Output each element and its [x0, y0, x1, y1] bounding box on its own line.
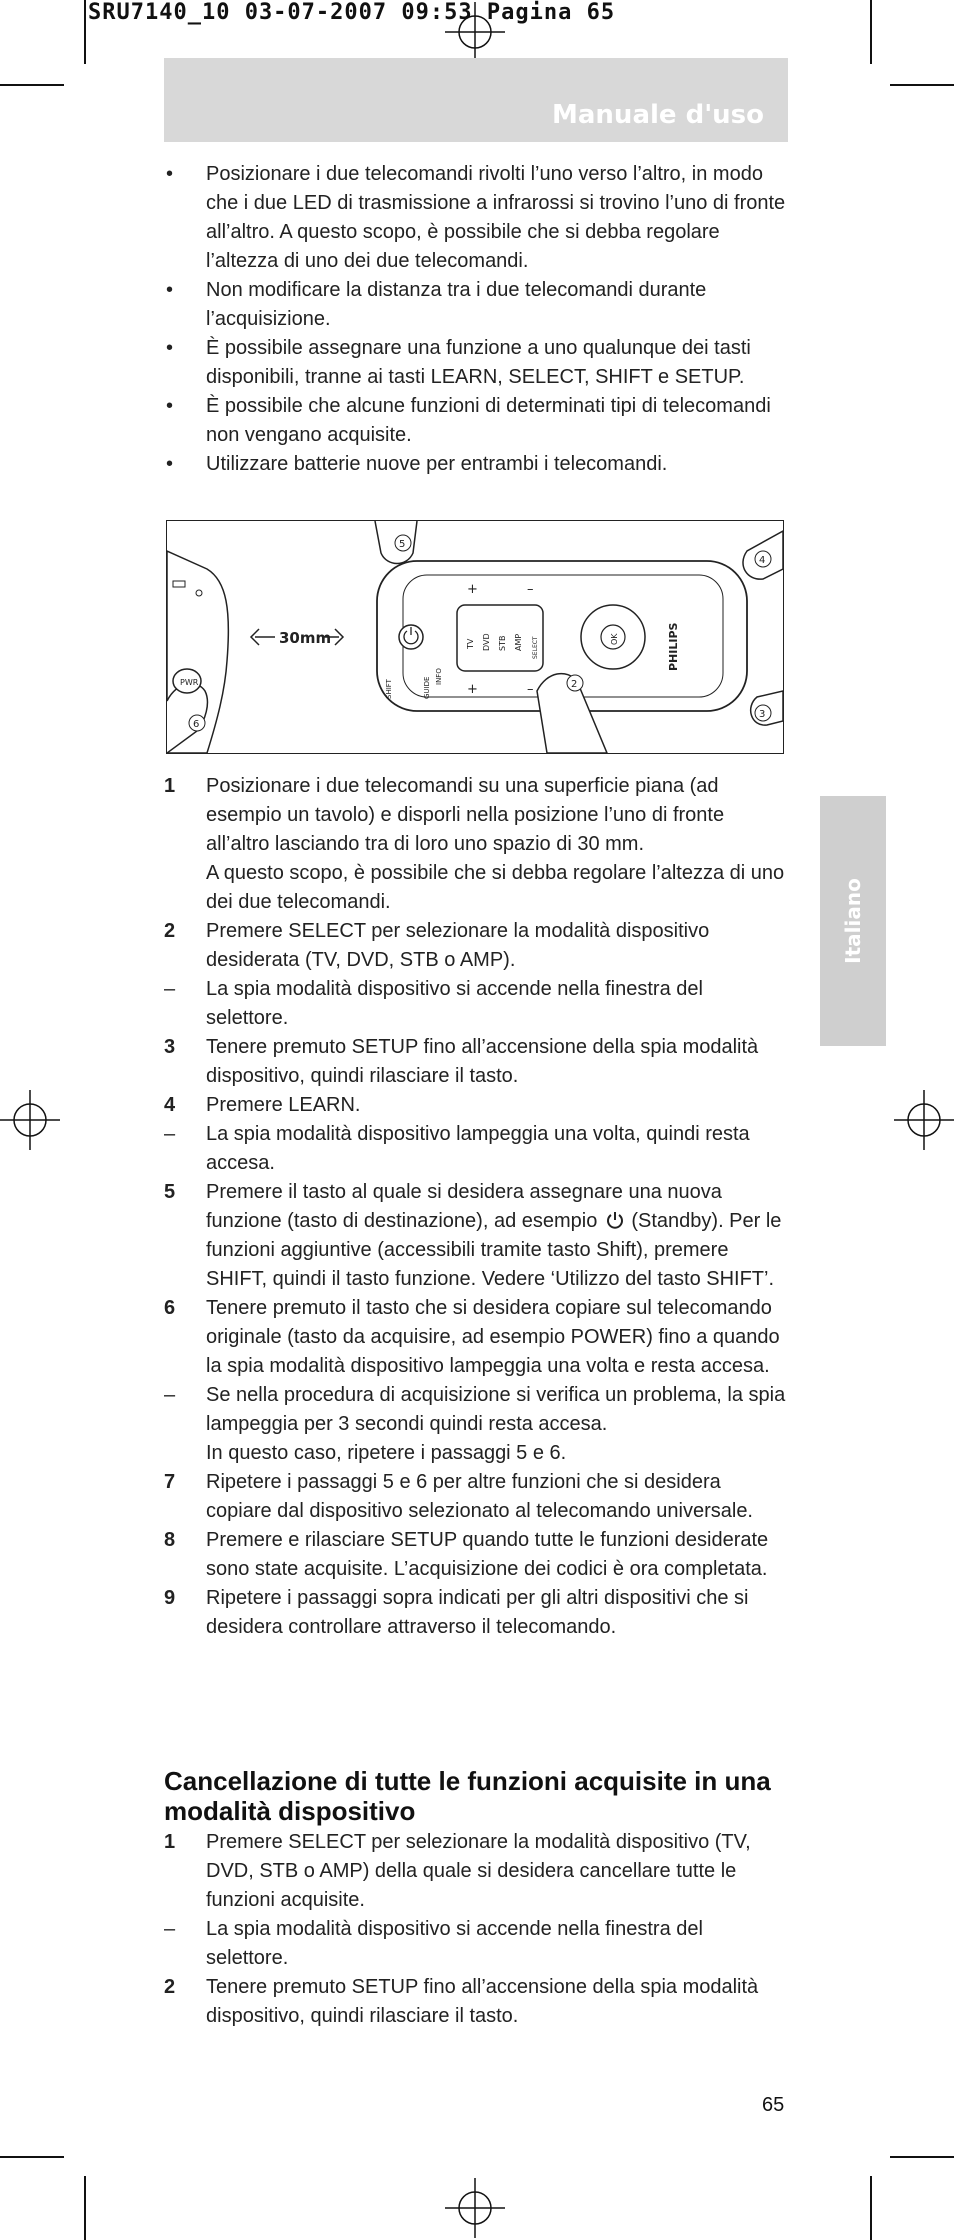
- svg-text:STB: STB: [498, 635, 507, 651]
- svg-text:INFO: INFO: [435, 668, 443, 685]
- callout-5: [395, 535, 411, 551]
- remote-learning-illustration: [166, 520, 784, 754]
- svg-text:+: +: [467, 582, 478, 597]
- svg-text:TV: TV: [466, 638, 475, 649]
- callout-4: [755, 551, 771, 567]
- svg-text:OK: OK: [610, 633, 619, 645]
- step-item: 6 Tenere premuto il tasto che si desidera copiare sul telecomando originale (tasto da acquisire, ad esempio POWER) fino a quando la spia modalità dispositivo lampeggia una volta e resta accesa.: [164, 1297, 780, 1377]
- callout-2: [567, 675, 583, 691]
- step-item: 8 Premere e rilasciare SETUP quando tutte le funzioni desiderate sono state acquisite. L’acquisizione dei codici è ora completata.: [164, 1529, 769, 1580]
- crop-mark: [890, 2156, 954, 2158]
- svg-text:SELECT: SELECT: [532, 636, 539, 659]
- language-tab-label: Italiano: [841, 878, 865, 964]
- crop-mark: [890, 84, 954, 86]
- step-item: 2 Tenere premuto SETUP fino all’accensione della spia modalità dispositivo, quindi rilasciare il tasto.: [164, 1976, 759, 2027]
- note-item: • È possibile assegnare una funzione a uno qualunque dei tasti disponibili, tranne ai tasti LEARN, SELECT, SHIFT e SETUP.: [164, 334, 790, 392]
- remote-illustration-svg: [167, 521, 783, 753]
- step-item: 4 Premere LEARN.: [164, 1094, 361, 1116]
- step-item: In questo caso, ripetere i passaggi 5 e 6.: [206, 1442, 567, 1464]
- clear-steps: [164, 1828, 790, 2031]
- step-item: 7 Ripetere i passaggi 5 e 6 per altre funzioni che si desidera copiare dal dispositivo selezionato al telecomando universale.: [164, 1471, 753, 1522]
- registration-mark-icon: [0, 1090, 60, 1150]
- note-item: • Posizionare i due telecomandi rivolti l’uno verso l’altro, in modo che i due LED di trasmissione a infrarossi si trovino l’uno di fronte all’altro. A questo scopo, è possibile che si debba regolare l’altezza di uno dei due telecomandi.: [164, 160, 790, 276]
- step-item: 3 Tenere premuto SETUP fino all’accensione della spia modalità dispositivo, quindi rilasciare il tasto.: [164, 1036, 759, 1087]
- step-item: 1 Posizionare i due telecomandi su una superficie piana (ad esempio un tavolo) e disporli nella posizione l’uno di fronte all’altro lasciando tra di loro uno spazio di 30 mm.: [164, 775, 725, 855]
- step-item: 5 Premere il tasto al quale si desidera assegnare una nuova funzione (tasto di destinazione), ad esempio (Standby). Per le funzioni aggiuntive (accessibili tramite tasto Shift), premere SHIFT, quindi il tasto funzione. Vedere ‘Utilizzo del tasto SHIFT’.: [164, 1181, 782, 1290]
- callout-3: [755, 705, 771, 721]
- step-item: 2 Premere SELECT per selezionare la modalità dispositivo desiderata (TV, DVD, STB o AMP).: [164, 920, 710, 971]
- step-item: – Se nella procedura di acquisizione si verifica un problema, la spia lampeggia per 3 secondi quindi resta accesa.: [164, 1384, 786, 1435]
- page-number: 65: [762, 2094, 785, 2116]
- notes-list: [164, 160, 790, 479]
- crop-mark: [84, 2176, 86, 2240]
- note-item: • Utilizzare batterie nuove per entrambi i telecomandi.: [164, 450, 790, 479]
- step-item: – La spia modalità dispositivo lampeggia una volta, quindi resta accesa.: [164, 1123, 750, 1174]
- svg-text:4: 4: [759, 555, 766, 566]
- svg-text:DVD: DVD: [482, 633, 491, 651]
- crop-mark: [0, 84, 64, 86]
- note-item: • Non modificare la distanza tra i due telecomandi durante l’acquisizione.: [164, 276, 790, 334]
- svg-text:SHIFT: SHIFT: [385, 679, 393, 699]
- standby-icon: [605, 1210, 625, 1230]
- step-item: 1 Premere SELECT per selezionare la modalità dispositivo (TV, DVD, STB o AMP) della quale si desidera cancellare tutte le funzioni acquisite.: [164, 1831, 751, 1911]
- registration-mark-icon: [445, 2178, 505, 2238]
- svg-text:–: –: [527, 582, 534, 597]
- step-item: A questo scopo, è possibile che si debba regolare l’altezza di uno dei due telecomandi.: [206, 862, 785, 913]
- svg-text:–: –: [527, 682, 534, 697]
- distance-label: 30mm: [279, 629, 332, 647]
- svg-text:3: 3: [759, 709, 766, 720]
- section-heading: Cancellazione di tutte le funzioni acquisite in una modalità dispositivo: [164, 1766, 771, 1826]
- svg-text:+: +: [467, 682, 478, 697]
- note-item: • È possibile che alcune funzioni di determinati tipi di telecomandi non vengano acquisite.: [164, 392, 790, 450]
- print-slug: SRU7140_10 03-07-2007 09:53 Pagina 65: [88, 0, 616, 25]
- svg-text:AMP: AMP: [514, 633, 523, 651]
- language-tab: [820, 796, 886, 1046]
- step-item: – La spia modalità dispositivo si accende nella finestra del selettore.: [164, 1918, 703, 1969]
- crop-mark: [0, 2156, 64, 2158]
- svg-text:PWR: PWR: [180, 678, 199, 687]
- svg-text:2: 2: [571, 679, 578, 690]
- registration-mark-icon: [894, 1090, 954, 1150]
- step-item: 9 Ripetere i passaggi sopra indicati per gli altri dispositivi che si desidera controllare attraverso il telecomando.: [164, 1587, 749, 1638]
- callout-6: [189, 715, 205, 731]
- header-band: [164, 58, 788, 142]
- brand-logo: PHILIPS: [667, 622, 680, 671]
- svg-text:6: 6: [193, 719, 200, 730]
- crop-mark: [870, 0, 872, 64]
- header-title: Manuale d'uso: [552, 100, 764, 130]
- step-item: – La spia modalità dispositivo si accende nella finestra del selettore.: [164, 978, 703, 1029]
- crop-mark: [870, 2176, 872, 2240]
- crop-mark: [84, 0, 86, 64]
- svg-text:5: 5: [399, 539, 406, 550]
- learning-steps: [164, 772, 790, 1642]
- svg-text:GUIDE: GUIDE: [423, 676, 431, 699]
